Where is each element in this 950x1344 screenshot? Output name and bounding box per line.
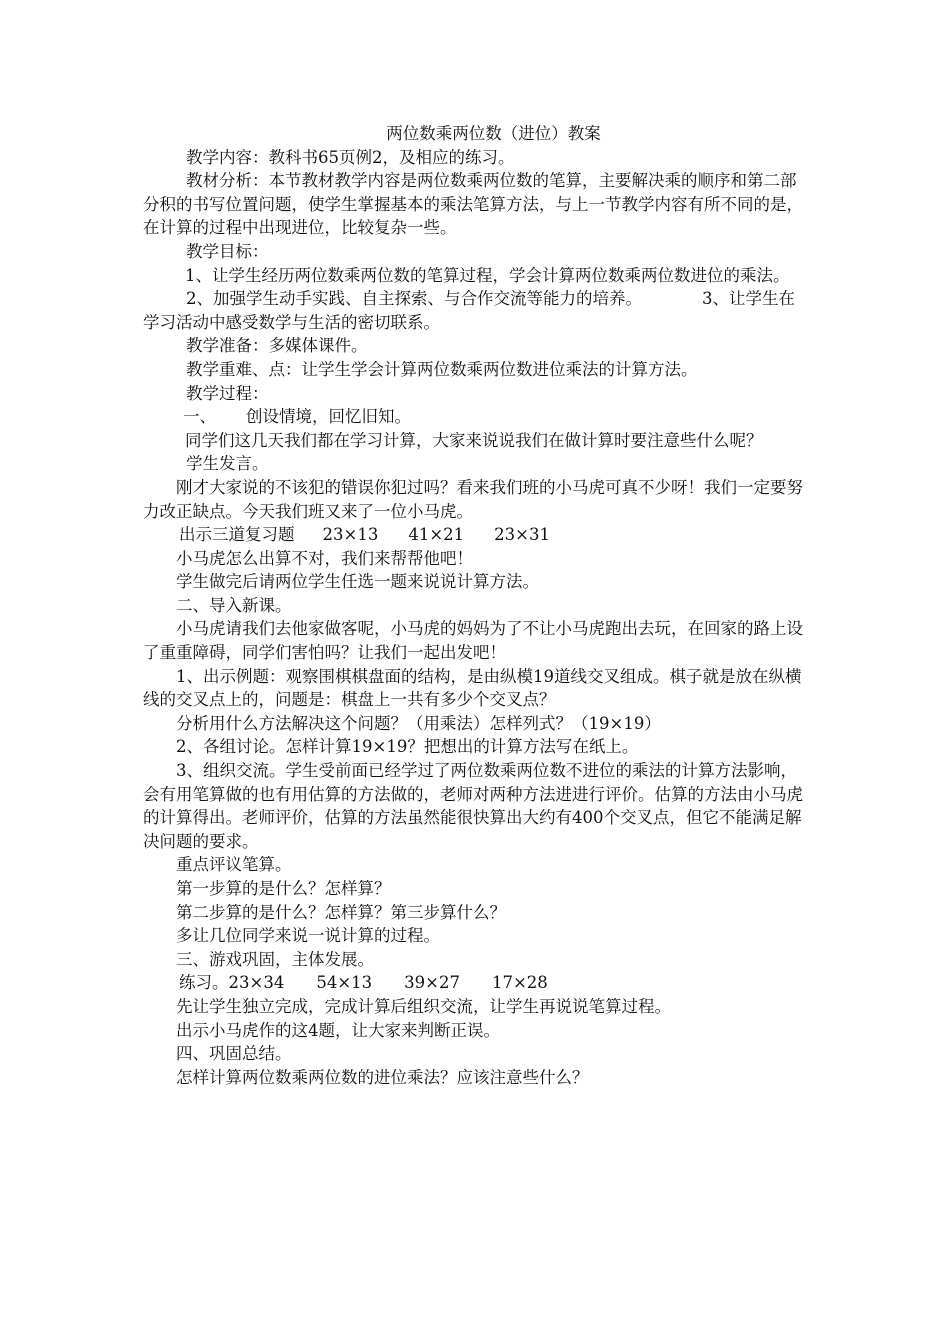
paragraph-goal-2-3 (143, 287, 808, 334)
paragraph-group-discussion: 2、各组讨论。怎样计算19×19？把想出的计算方法写在纸上。 (176, 737, 639, 757)
goal-2-text: 2、加强学生动手实践、自主探索、与合作交流等能力的培养。 (186, 289, 642, 309)
section-2-heading: 二、导入新课。 (176, 595, 292, 615)
paragraph-visit-story: 小马虎请我们去他家做客呢，小马虎的妈妈为了不让小马虎跑出去玩，在回家的路上设了重重障碍，同学们害怕吗？让我们一起出发吧！ (143, 619, 803, 663)
paragraph-organize-exchange: 3、组织交流。学生受前面已经学过了两位数乘两位数不进位的乘法的计算方法影响，会有用笔算做的也有用估算的方法做的，老师对两种方法进进行评价。估算的方法由小马虎的计算得出。老师评价，估算的方法虽然能很快算出大约有400个交叉点，但它不能满足解决问题的要求。 (143, 761, 803, 851)
document-body (143, 122, 808, 1089)
practice-exercise-3: 39×27 (404, 973, 460, 993)
paragraph-step-1: 第一步算的是什么？怎样算？ (176, 879, 391, 898)
paragraph-example-problem: 1、出示例题：观察围棋棋盘面的结构，是由纵模19道线交叉组成。棋子就是放在纵横线的交叉点上的，问题是：棋盘上一共有多少个交叉点？ (143, 666, 802, 710)
paragraph-key-review: 重点评议笔算。 (176, 855, 292, 875)
paragraph-teaching-preparation: 教学准备：多媒体课件。 (186, 336, 368, 356)
paragraph-teaching-content: 教学内容：教科书65页例2，及相应的练习。 (186, 147, 515, 167)
paragraph-goal-1: 1、让学生经历两位数乘两位数的笔算过程，学会计算两位数乘两位数进位的乘法。 (185, 265, 790, 285)
practice-exercises-row (143, 971, 808, 995)
paragraph-material-analysis: 教材分析：本节教材教学内容是两位数乘两位数的笔算，主要解决乘的顺序和第二部分积的书写位置问题，使学生掌握基本的乘法笔算方法，与上一节教学内容有所不同的是，在计算的过程中出现进位，比较复杂一些。 (143, 171, 803, 238)
paragraph-teaching-process-heading: 教学过程： (186, 383, 269, 403)
paragraph-explain-process: 多让几位同学来说一说计算的过程。 (176, 926, 440, 946)
paragraph-teaching-goals-heading: 教学目标： (186, 241, 269, 261)
section-4-heading: 四、巩固总结。 (176, 1044, 292, 1064)
practice-exercise-2: 54×13 (316, 973, 373, 993)
paragraph-independent-work: 先让学生独立完成，完成计算后组织交流，让学生再说说笔算过程。 (176, 996, 671, 1016)
section-3-heading: 三、游戏巩固，主体发展。 (176, 949, 374, 969)
section-1-number: 一、 (183, 407, 216, 427)
review-exercises-row (143, 523, 808, 547)
section-1-heading (143, 405, 808, 429)
paragraph-summary-question: 怎样计算两位数乘两位数的进位乘法？应该注意些什么？ (176, 1067, 589, 1087)
practice-exercise-4: 17×28 (491, 973, 548, 993)
paragraph-intro-question: 同学们这几天我们都在学习计算，大家来说说我们在做计算时要注意些什么呢？ (185, 430, 763, 450)
review-exercises-label: 出示三道复习题 (179, 525, 295, 545)
paragraph-step-2-3: 第二步算的是什么？怎样算？第三步算什么？ (176, 902, 506, 922)
section-1-title: 创设情境，回忆旧知。 (246, 407, 411, 427)
paragraph-student-speak: 学生发言。 (186, 454, 269, 474)
paragraph-help-him: 小马虎怎么出算不对，我们来帮帮他吧！ (176, 548, 473, 568)
document-title: 两位数乘两位数（进位）教案 (386, 124, 601, 143)
paragraph-analysis-method: 分析用什么方法解决这个问题？（用乘法）怎样列式？（19×19） (176, 713, 661, 733)
practice-exercise-1: 练习。23×34 (179, 973, 285, 993)
paragraph-student-method: 学生做完后请两位学生任选一题来说说计算方法。 (176, 572, 539, 592)
review-exercise-3: 23×31 (494, 525, 550, 545)
goal-3-text: 3、让学生在学习活动中感受数学与生活的密切联系。 (143, 289, 795, 332)
paragraph-key-difficulty: 教学重难、点：让学生学会计算两位数乘两位数进位乘法的计算方法。 (186, 359, 698, 379)
review-exercise-1: 23×13 (322, 525, 379, 545)
paragraph-mistakes: 刚才大家说的不该犯的错误你犯过吗？看来我们班的小马虎可真不少呀！我们一定要努力改正缺点。今天我们班又来了一位小马虎。 (143, 477, 803, 521)
paragraph-judge-answers: 出示小马虎作的这4题，让大家来判断正误。 (176, 1020, 500, 1040)
review-exercise-2: 41×21 (408, 525, 465, 545)
